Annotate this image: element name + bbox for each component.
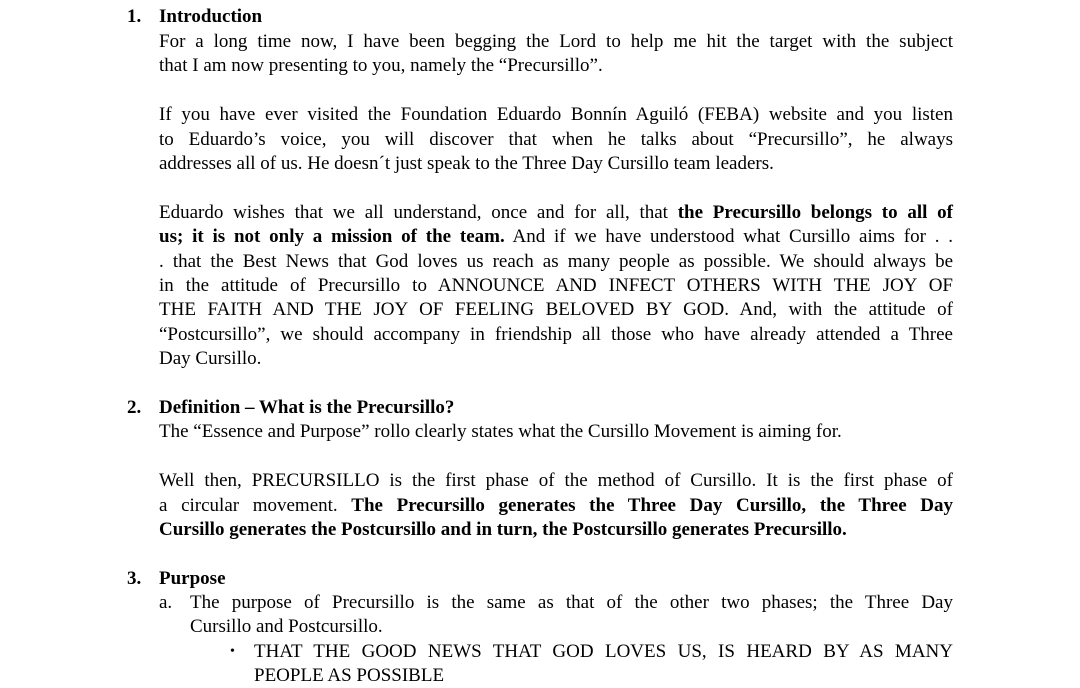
section-2-number: 2. — [127, 397, 142, 418]
para-2-line-2-plain: a circular movement. — [159, 495, 352, 516]
section-1-para-3-line-1 — [159, 201, 953, 225]
item-a-line-2: Cursillo and Postcursillo. — [190, 616, 383, 637]
section-1-number: 1. — [127, 6, 142, 27]
section-1-para-3-line-4: in the attitude of Precursillo to ANNOUNCE AND INFECT OTHERS WITH THE JOY OF — [159, 275, 953, 296]
para-3-line-1-plain: Eduardo wishes that we all understand, once and for all, that — [159, 202, 678, 223]
section-3-number: 3. — [127, 568, 142, 589]
section-3-title: Purpose — [159, 568, 226, 589]
bullet-line-2: PEOPLE AS POSSIBLE — [254, 665, 445, 686]
bullet-icon: • — [230, 644, 235, 659]
section-2-para-1-line-1: The “Essence and Purpose” rollo clearly states what the Cursillo Movement is aiming for. — [159, 421, 842, 442]
section-1-para-1-line-2: that I am now presenting to you, namely the “Precursillo”. — [159, 55, 603, 76]
para-2-line-2-bold: The Precursillo generates the Three Day Cursillo, the Three Day — [351, 495, 953, 516]
section-1-para-3-line-7: Day Cursillo. — [159, 348, 262, 369]
section-2-para-2-line-1: Well then, PRECURSILLO is the first phase of the method of Cursillo. It is the first phase of — [159, 470, 953, 491]
section-2-para-2-line-2 — [159, 494, 953, 518]
section-2-title: Definition – What is the Precursillo? — [159, 397, 455, 418]
section-1-para-3-line-6: “Postcursillo”, we should accompany in friendship all those who have already attended a Three — [159, 324, 953, 345]
para-3-line-2-bold: us; it is not only a mission of the team. — [159, 226, 505, 247]
section-1-para-3-line-3: . that the Best News that God loves us reach as many people as possible. We should always be — [159, 251, 953, 272]
section-1-para-1-line-1: For a long time now, I have been begging the Lord to help me hit the target with the subject — [159, 31, 953, 52]
section-1-para-2-line-3: addresses all of us. He doesn´t just speak to the Three Day Cursillo team leaders. — [159, 153, 774, 174]
item-a-line-1: The purpose of Precursillo is the same as that of the other two phases; the Three Day — [190, 592, 953, 613]
section-1-para-3-line-2 — [159, 225, 953, 249]
section-2-para-2-line-3: Cursillo generates the Postcursillo and in turn, the Postcursillo generates Precursillo. — [159, 519, 847, 540]
bullet-line-1: THAT THE GOOD NEWS THAT GOD LOVES US, IS HEARD BY AS MANY — [254, 641, 953, 662]
section-1-para-3-line-5: THE FAITH AND THE JOY OF FEELING BELOVED BY GOD. And, with the attitude of — [159, 299, 953, 320]
section-1-title: Introduction — [159, 6, 263, 27]
para-3-line-1-bold: the Precursillo belongs to all of — [677, 202, 953, 223]
section-1-para-2-line-1: If you have ever visited the Foundation Eduardo Bonnín Aguiló (FEBA) website and you listen — [159, 104, 953, 125]
para-3-line-2-plain: And if we have understood what Cursillo aims for . . — [504, 226, 953, 247]
section-1-para-2-line-2: to Eduardo’s voice, you will discover that when he talks about “Precursillo”, he always — [159, 129, 953, 150]
item-a-marker: a. — [159, 592, 173, 613]
